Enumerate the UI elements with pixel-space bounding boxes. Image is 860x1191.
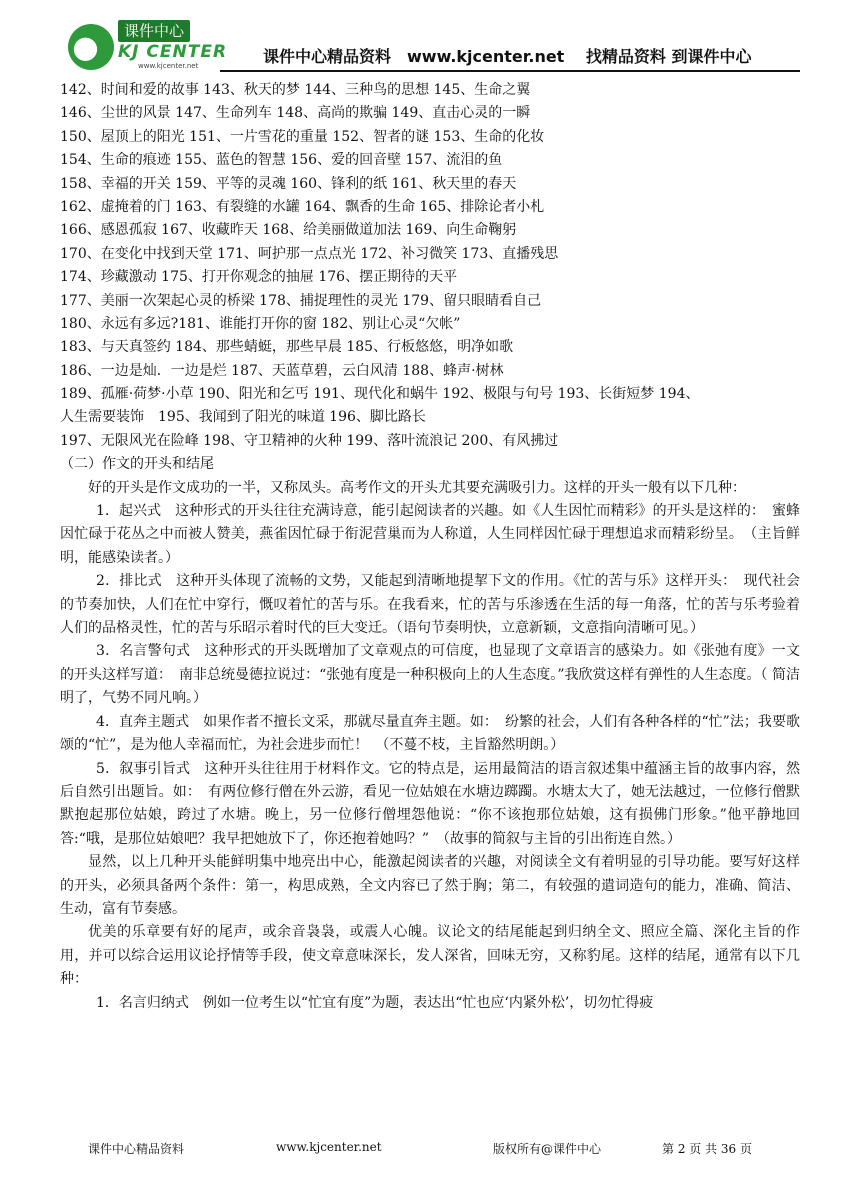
list-item: 150、屋顶上的阳光 151、一片雪花的重量 152、智者的谜 153、生命的化妆 <box>60 128 545 145</box>
paragraph: 5．叙事引旨式 这种开头往往用于材料作文。它的特点是，运用最简洁的语言叙述集中蕴涵主旨的故事内容，然后自然引出题旨。如： 有两位修行僧在外云游，看见一位姑娘在水塘边踯躅。水塘太大了，她无法越过，一位修行僧默默抱起那位姑娘，跨过了水塘。晚上，另一位修行僧埋怨他说：“你不该抱那位姑娘，这有损佛门形象。”他平静地回答:“哦，是那位姑娘吧？我早把她放下了，你还抱着她吗？” （故事的简叙与主旨的引出衔连自然。） <box>60 760 800 847</box>
list-item: 186、一边是灿．一边是烂 187、天蓝草碧，云白风清 188、蜂声·树林 <box>60 362 504 379</box>
paragraph: 3．名言警句式 这种形式的开头既增加了文章观点的可信度，也显现了文章语言的感染力。如《张弛有度》一文的开头这样写道： 南非总统曼德拉说过：“张弛有度是一种积极向上的人生态度。”我欣赏这样有弹性的人生态度。（ 简洁明了，气势不同凡响。） <box>60 643 800 707</box>
list-item: 162、虚掩着的门 163、有裂缝的水罐 164、飘香的生命 165、排除论者小札 <box>60 198 545 215</box>
list-item: 183、与天真签约 184、那些蜻蜓，那些早晨 185、行板悠悠，明净如歌 <box>60 339 514 356</box>
list-item: 人生需要装饰 195、我闻到了阳光的味道 196、脚比路长 <box>60 409 426 426</box>
list-item: 166、感恩孤寂 167、收藏昨天 168、给美丽做道加法 169、向生命鞠躬 <box>60 222 517 239</box>
list-item: 177、美丽一次架起心灵的桥梁 178、捕捉理性的灵光 179、留只眼睛看自己 <box>60 292 542 309</box>
footer-copyright: 版权所有@课件中心 <box>493 1142 602 1156</box>
paragraph: 4．直奔主题式 如果作者不擅长文采，那就尽量直奔主题。如： 纷繁的社会，人们有各种各样的“忙”法；我要歌颂的“忙”，是为他人幸福而忙，为社会进步而忙！ （不蔓不枝，主旨豁然明朗。） <box>60 713 800 754</box>
list-item: 189、孤雁·荷梦·小草 190、阳光和乞丐 191、现代化和蜗牛 192、极限与句号 193、长街短梦 194、 <box>60 386 700 403</box>
paragraph: 好的开头是作文成功的一半，又称凤头。高考作文的开头尤其要充满吸引力。这样的开头一般有以下几种： <box>88 479 746 496</box>
logo-url-text: www.kjcenter.net <box>138 62 199 70</box>
paragraph: 优美的乐章要有好的尾声，或余音袅袅，或震人心魄。议论文的结尾能起到归纳全文、照应全篇、深化主旨的作用，并可以综合运用议论抒情等手段，使文章意味深长，发人深省，回味无穷，又称豹尾。这样的结尾，通常有以下几种： <box>60 924 800 988</box>
paragraph: 2．排比式 这种开头体现了流畅的文势，又能起到清晰地提挈下文的作用。《忙的苦与乐》这样开头： 现代社会的节奏加快，人们在忙中穿行，慨叹着忙的苦与乐。在我看来，忙的苦与乐渗透在生活的每一角落，忙的苦与乐考验着人们的品格灵性，忙的苦与乐昭示着时代的巨大变迁。（语句节奏明快，立意新颖，文意指向清晰可见。） <box>60 573 800 637</box>
paragraph: 1．名言归纳式 例如一位考生以“忙宜有度”为题，表达出“忙也应‘内紧外松’，切勿忙得疲 <box>96 994 654 1011</box>
document-body <box>60 79 800 1015</box>
logo-english-text: KJ CENTER <box>118 42 228 62</box>
topic-list <box>60 79 800 453</box>
header-divider <box>220 70 800 72</box>
logo-swoosh-icon <box>68 24 114 70</box>
paragraph: 1．起兴式 这种形式的开头往往充满诗意，能引起阅读者的兴趣。如《人生因忙而精彩》的开头是这样的： 蜜蜂因忙碌于花丛之中而被人赞美，燕雀因忙碌于衔泥营巢而为人称道，人生同样因忙碌于理想追求而精彩纷呈。 （主旨鲜明，能感染读者。） <box>60 503 800 566</box>
list-item: 174、珍藏激动 175、打开你观念的抽屉 176、摆正期待的天平 <box>60 269 458 286</box>
footer-url: www.kjcenter.net <box>276 1140 382 1154</box>
logo-chinese-text: 课件中心 <box>118 20 190 42</box>
list-item: 170、在变化中找到天堂 171、呵护那一点点光 172、补习微笑 173、直播残思 <box>60 245 559 262</box>
list-item: 197、无限风光在险峰 198、守卫精神的火种 199、落叶流浪记 200、有风拂过 <box>60 432 559 449</box>
list-item: 158、幸福的开关 159、平等的灵魂 160、锋利的纸 161、秋天里的春天 <box>60 175 517 192</box>
list-item: 154、生命的痕迹 155、蓝色的智慧 156、爱的回音壁 157、流泪的鱼 <box>60 152 503 169</box>
footer-page-number: 第 2 页 共 36 页 <box>662 1142 752 1156</box>
header-slogan: 课件中心精品资料 www.kjcenter.net 找精品资料 到课件中心 <box>263 47 752 66</box>
section-heading: （二）作文的开头和结尾 <box>60 456 214 473</box>
paragraph: 显然，以上几种开头能鲜明集中地亮出中心，能激起阅读者的兴趣，对阅读全文有着明显的引导功能。要写好这样的开头，必须具备两个条件：第一，构思成熟，全文内容已了然于胸；第二，有较强的遣词造句的能力，准确、简洁、生动，富有节奏感。 <box>60 854 800 917</box>
list-item: 180、永远有多远?181、谁能打开你的窗 182、别让心灵“欠帐” <box>60 315 461 332</box>
kjcenter-logo <box>60 14 230 70</box>
footer-brand: 课件中心精品资料 <box>88 1142 185 1156</box>
page-header <box>60 14 800 70</box>
list-item: 146、尘世的风景 147、生命列车 148、高尚的欺骗 149、直击心灵的一瞬 <box>60 105 531 122</box>
list-item: 142、时间和爱的故事 143、秋天的梦 144、三种鸟的思想 145、生命之翼 <box>60 82 531 98</box>
